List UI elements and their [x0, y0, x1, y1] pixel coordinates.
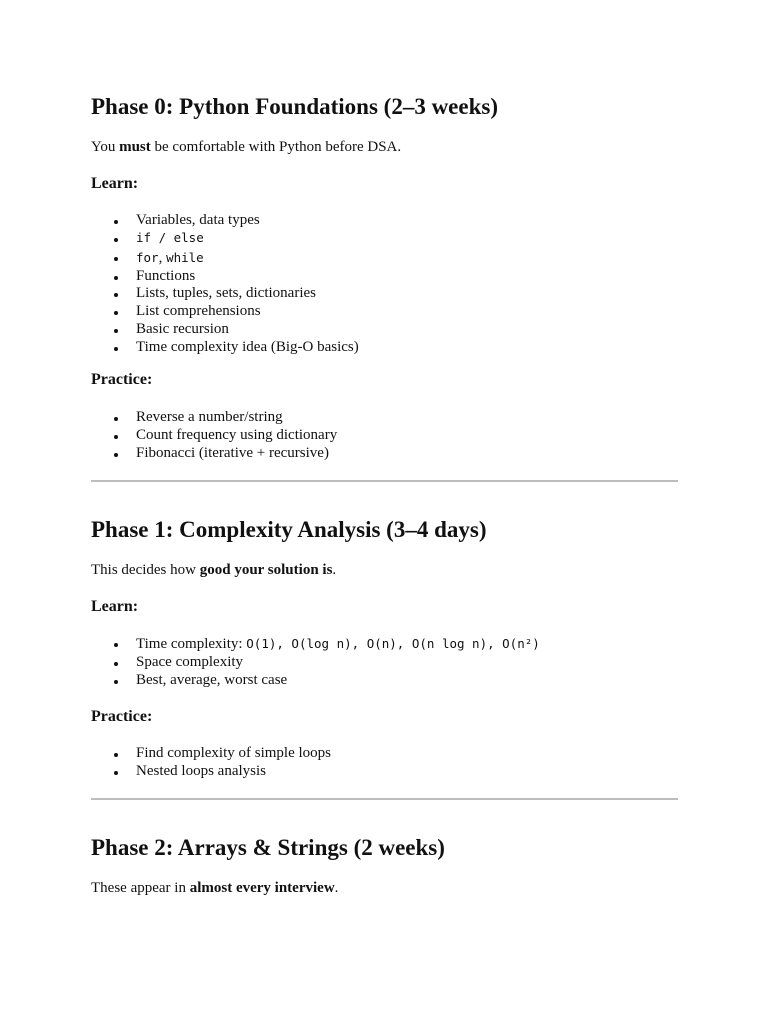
list-item	[91, 445, 337, 463]
list-item	[91, 409, 337, 427]
phase-0-practice-heading: Practice:	[91, 371, 153, 388]
list-item	[91, 635, 540, 654]
list-item	[91, 745, 331, 763]
list-item-text: Reverse a number/string	[136, 409, 283, 425]
list-item-text: Lists, tuples, sets, dictionaries	[136, 285, 316, 302]
list-item	[91, 763, 331, 781]
list-item	[91, 268, 359, 286]
code-snippet: O(1), O(log n), O(n), O(n log n), O(n²)	[246, 636, 540, 651]
phase-1-practice-heading: Practice:	[91, 708, 153, 725]
phase-2-heading: Phase 2: Arrays & Strings (2 weeks)	[91, 835, 445, 860]
code-snippet: while	[166, 249, 204, 265]
separator-text: ,	[158, 249, 167, 266]
phase-1-intro-pre: This decides how	[91, 562, 200, 578]
list-item-text: Functions	[136, 267, 196, 284]
phase-2-intro	[91, 879, 338, 897]
list-item	[91, 230, 359, 246]
phase-1-intro-post: .	[332, 562, 337, 578]
list-item	[91, 321, 359, 339]
phase-0-learn-list	[91, 212, 359, 357]
section-divider	[91, 798, 678, 800]
list-item	[91, 654, 540, 672]
phase-2-intro-post: .	[334, 880, 339, 896]
list-item-text: List comprehensions	[136, 303, 261, 320]
section-divider	[91, 480, 678, 482]
list-item	[91, 339, 359, 357]
list-item	[91, 249, 359, 268]
list-item	[91, 427, 337, 445]
phase-2-intro-pre: These appear in	[91, 880, 190, 896]
code-snippet: if / else	[136, 229, 204, 245]
list-item	[91, 672, 540, 690]
phase-0-learn-heading: Learn:	[91, 175, 139, 192]
list-item	[91, 303, 359, 321]
phase-0-intro-bold: must	[119, 139, 151, 155]
phase-1-intro-bold: good your solution is	[199, 562, 333, 578]
phase-2-intro-bold: almost every interview	[189, 880, 335, 896]
list-item-text: Nested loops analysis	[136, 762, 266, 779]
list-item	[91, 285, 359, 303]
phase-1-learn-heading: Learn:	[91, 598, 139, 615]
code-snippet: for	[136, 249, 159, 265]
phase-0-intro-post: be comfortable with Python before DSA.	[150, 139, 402, 155]
list-item-text: Best, average, worst case	[136, 671, 288, 688]
phase-0-intro-pre: You	[91, 139, 120, 155]
list-item-text: Time complexity idea (Big-O basics)	[136, 338, 359, 355]
list-item-text: Time complexity:	[136, 636, 247, 652]
phase-0-practice-list	[91, 409, 337, 462]
list-item-text: Basic recursion	[136, 320, 229, 337]
list-item-text: Count frequency using dictionary	[136, 426, 338, 443]
list-item-text: Find complexity of simple loops	[136, 745, 331, 761]
list-item-text: Space complexity	[136, 653, 244, 670]
list-item-text: Fibonacci (iterative + recursive)	[136, 444, 329, 461]
list-item-text: Variables, data types	[136, 212, 260, 228]
phase-1-learn-list	[91, 635, 540, 689]
phase-1-intro	[91, 561, 336, 579]
phase-1-practice-list	[91, 745, 331, 781]
list-item	[91, 212, 359, 230]
phase-0-intro	[91, 138, 401, 156]
phase-1-heading: Phase 1: Complexity Analysis (3–4 days)	[91, 517, 487, 542]
phase-0-heading: Phase 0: Python Foundations (2–3 weeks)	[91, 94, 499, 119]
